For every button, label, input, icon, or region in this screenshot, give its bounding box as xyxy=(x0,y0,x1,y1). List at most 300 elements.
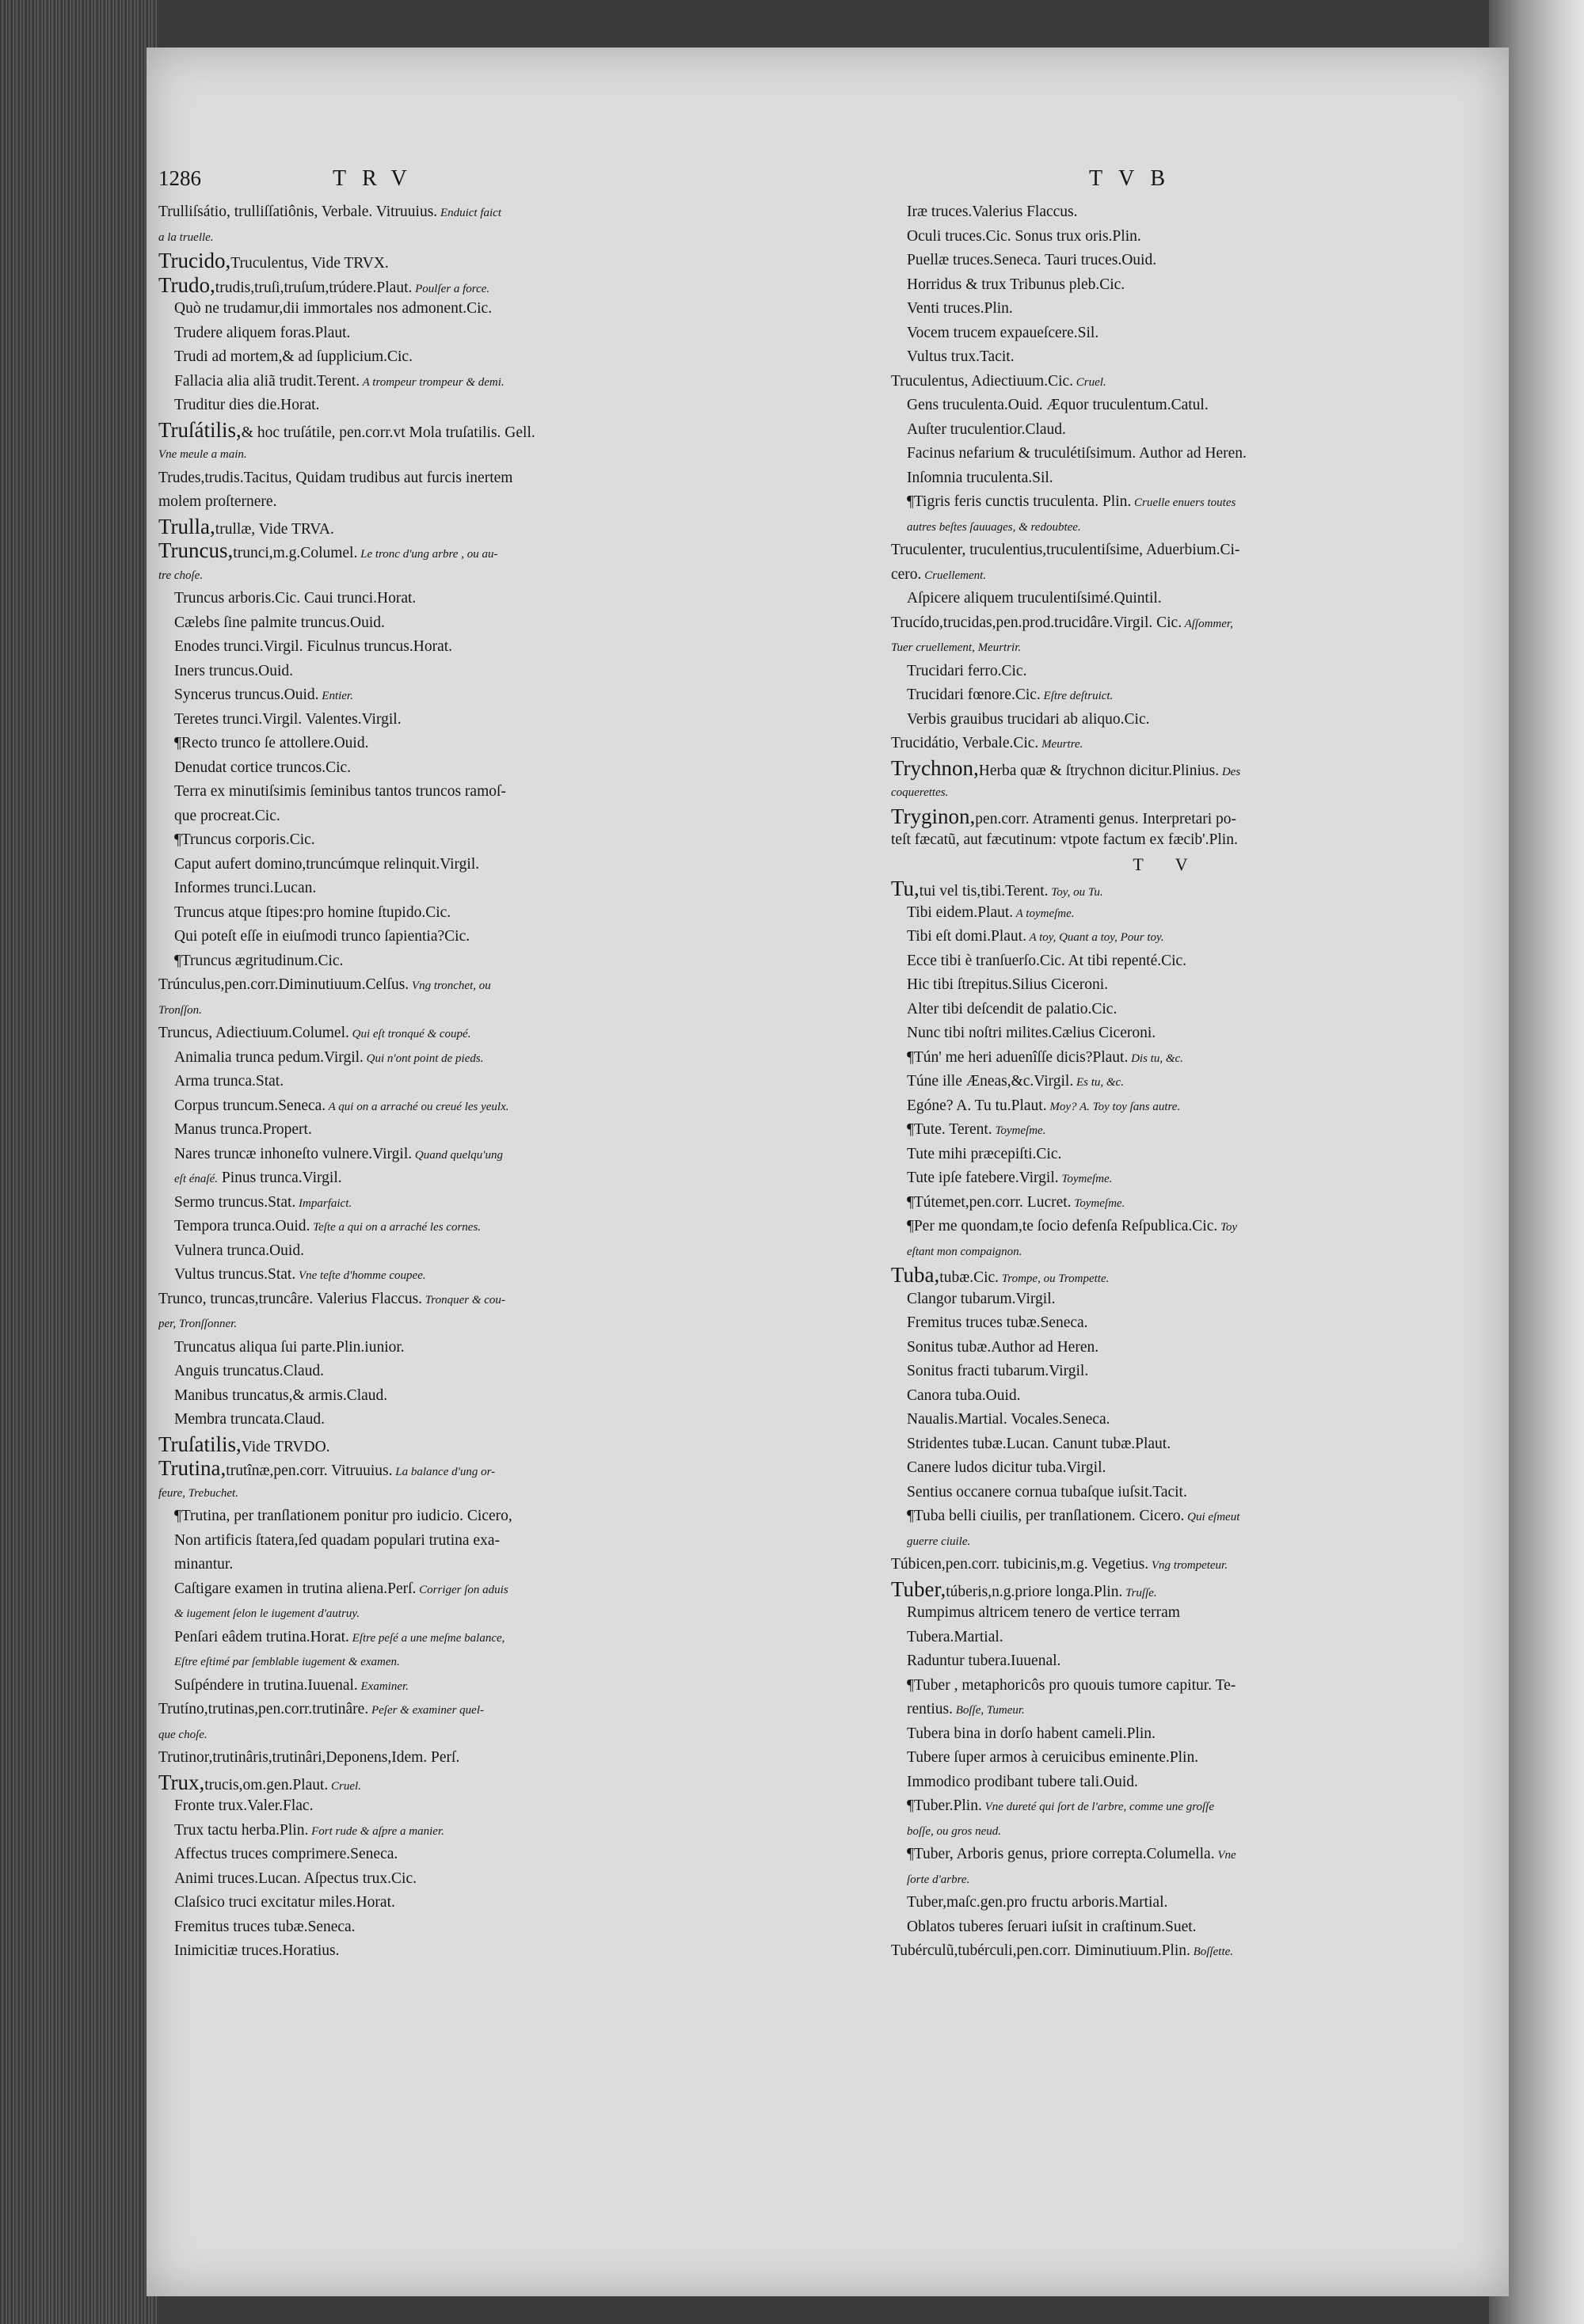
latin-text: Tubere ſuper armos à ceruicibus eminente.Plin. xyxy=(907,1749,1199,1766)
latin-text: Truncus, Adiectiuum.Columel. xyxy=(158,1025,349,1041)
dictionary-entry-line xyxy=(891,732,1461,756)
dictionary-entry-line xyxy=(158,1288,729,1312)
dictionary-entry-line xyxy=(891,1360,1461,1384)
french-gloss: Boſſe, Tumeur. xyxy=(952,1704,1025,1717)
dictionary-entry-line xyxy=(158,1529,729,1554)
dictionary-entry-line xyxy=(891,1456,1461,1481)
dictionary-entry-line xyxy=(891,538,1461,563)
dictionary-entry-line xyxy=(891,1698,1461,1722)
dictionary-entry-line xyxy=(158,297,729,321)
dictionary-entry-line xyxy=(158,1553,729,1577)
french-gloss: Vng trompeteur. xyxy=(1148,1559,1228,1572)
headword: Tuba, xyxy=(891,1263,940,1287)
dictionary-entry-line xyxy=(891,1553,1461,1577)
dictionary-entry-line xyxy=(891,1504,1461,1529)
latin-text: Truncus arboris.Cic. Caui trunci.Horat. xyxy=(174,590,417,607)
dictionary-entry-line xyxy=(158,877,729,901)
dictionary-entry-line xyxy=(158,1601,729,1626)
dictionary-entry-line xyxy=(891,225,1461,249)
latin-text: ¶Per me quondam,te ſocio defenſa Reſpublica.Cic. xyxy=(907,1218,1218,1234)
latin-text: Trutinor,trutinâris,trutinâri,Deponens,Idem. Perſ. xyxy=(158,1749,460,1766)
dictionary-entry-line xyxy=(158,1481,729,1505)
french-gloss: autres beſtes ſauuages, & redoubtee. xyxy=(907,520,1081,534)
latin-text: Trucído,trucidas,pen.prod.trucidâre.Virgil. Cic. xyxy=(891,614,1182,631)
dictionary-entry-line xyxy=(158,394,729,418)
french-gloss: Cruel. xyxy=(1073,375,1106,389)
latin-text: minantur. xyxy=(174,1556,234,1573)
latin-text: Vultus trux.Tacit. xyxy=(907,348,1015,365)
latin-text: Oblatos tuberes ſeruari iuſsit in craſtinum.Suet. xyxy=(907,1918,1197,1935)
latin-text: Nares truncæ inhoneſto vulnere.Virgil. xyxy=(174,1145,413,1162)
latin-text: Tuber,maſc.gen.pro fructu arboris.Martial. xyxy=(907,1894,1168,1911)
latin-text: ¶Tún' me heri aduenîſſe dicis?Plaut. xyxy=(907,1048,1129,1066)
dictionary-entry-line xyxy=(158,321,729,346)
dictionary-entry-line xyxy=(891,563,1461,588)
latin-text: Arma trunca.Stat. xyxy=(174,1073,284,1090)
french-gloss: Qui eſmeut xyxy=(1184,1511,1240,1523)
dictionary-entry-line xyxy=(158,370,729,394)
latin-text: trutînæ,pen.corr. Vitruuius. xyxy=(226,1462,393,1479)
french-gloss: Poulſer a force. xyxy=(412,282,490,295)
dictionary-entry-line xyxy=(891,925,1461,949)
latin-text: que procreat.Cic. xyxy=(174,807,280,824)
latin-text: Trucidátio, Verbale.Cic. xyxy=(891,735,1039,751)
latin-text: Inimicitiæ truces.Horatius. xyxy=(174,1942,340,1959)
dictionary-entry-line xyxy=(158,1384,729,1409)
latin-text: trunci,m.g.Columel. xyxy=(233,545,358,561)
latin-text: Horridus & trux Tribunus pleb.Cic. xyxy=(907,276,1125,293)
dictionary-entry-line xyxy=(158,345,729,370)
dictionary-entry-line xyxy=(891,1529,1461,1554)
page-number: 1286 xyxy=(158,166,201,190)
latin-text: Vide TRVDO. xyxy=(241,1438,330,1455)
latin-text: teſt fæcatũ, aut fæcutinum: vtpote factum ex fæcib'.Plin. xyxy=(891,831,1238,848)
latin-text: Aſpicere aliquem truculentiſsimé.Quintil. xyxy=(907,590,1162,607)
dictionary-entry-line xyxy=(891,1288,1461,1312)
dictionary-entry-line xyxy=(158,1143,729,1167)
latin-text: Trudere aliquem foras.Plaut. xyxy=(174,324,351,341)
french-gloss: Eſtre peſé a une meſme balance, xyxy=(348,1631,505,1645)
dictionary-entry-line xyxy=(891,804,1461,829)
dictionary-entry-line xyxy=(158,708,729,732)
french-gloss: Cruel. xyxy=(328,1779,361,1793)
latin-text: Animi truces.Lucan. Aſpectus trux.Cic. xyxy=(174,1869,417,1887)
dictionary-entry-line xyxy=(158,1819,729,1843)
headword: Truſátilis, xyxy=(158,417,242,442)
latin-text: Qui poteſt eſſe in eiuſmodi trunco ſapientia?Cic. xyxy=(174,928,470,945)
dictionary-entry-line xyxy=(158,1046,729,1071)
dictionary-entry-line xyxy=(891,708,1461,732)
latin-text: ¶Tútemet,pen.corr. Lucret. xyxy=(907,1193,1072,1211)
latin-text: Tempora trunca.Ouid. xyxy=(174,1218,310,1234)
latin-text: Tubérculũ,tubérculi,pen.corr. Diminutiuum.Plin. xyxy=(891,1942,1190,1959)
latin-text: Tubera.Martial. xyxy=(907,1628,1003,1645)
latin-text: Clangor tubarum.Virgil. xyxy=(907,1290,1056,1307)
french-gloss: que choſe. xyxy=(158,1728,208,1741)
french-gloss: Aſſommer, xyxy=(1182,617,1233,630)
latin-text: ¶Trutina, per tranſlationem ponitur pro iudicio. Cicero, xyxy=(174,1508,512,1524)
latin-text: Teretes trunci.Virgil. Valentes.Virgil. xyxy=(174,710,402,728)
french-gloss: Es tu, &c. xyxy=(1073,1076,1124,1089)
dictionary-entry-line xyxy=(158,611,729,636)
french-gloss: Moy? A. Toy toy ſans autre. xyxy=(1046,1100,1181,1113)
dictionary-entry-line xyxy=(158,635,729,660)
dictionary-entry-line xyxy=(891,1577,1461,1602)
headword: Tryginon, xyxy=(891,804,976,828)
dictionary-entry-line xyxy=(891,1118,1461,1143)
latin-text: Penſari eâdem trutina.Horat. xyxy=(174,1628,349,1645)
dictionary-entry-line xyxy=(158,1118,729,1143)
french-gloss: Enduict faict xyxy=(437,207,502,219)
latin-text: Hic tibi ſtrepitus.Silius Ciceroni. xyxy=(907,976,1109,993)
dictionary-entry-line xyxy=(158,1166,729,1191)
french-gloss: Cruelle enuers toutes xyxy=(1131,496,1236,509)
dictionary-entry-line xyxy=(891,1481,1461,1505)
dictionary-entry-line xyxy=(158,273,729,298)
dictionary-entry-line xyxy=(891,635,1461,660)
latin-text: Syncerus truncus.Ouid. xyxy=(174,687,319,703)
dictionary-entry-line xyxy=(891,1891,1461,1915)
latin-text: Truncatus aliqua ſui parte.Plin.iunior. xyxy=(174,1338,405,1356)
dictionary-entry-line xyxy=(158,1843,729,1867)
latin-text: Egóne? A. Tu tu.Plaut. xyxy=(907,1097,1047,1114)
latin-text: Truculentus, Adiectiuum.Cic. xyxy=(891,372,1074,390)
latin-text: Fallacia alia aliã trudit.Terent. xyxy=(174,372,360,390)
latin-text: trucis,om.gen.Plaut. xyxy=(204,1776,329,1793)
dictionary-entry-line xyxy=(891,998,1461,1022)
latin-text: Enodes trunci.Virgil. Ficulnus truncus.Horat. xyxy=(174,638,453,655)
latin-text: Fremitus truces tubæ.Seneca. xyxy=(907,1314,1088,1331)
dictionary-entry-line xyxy=(891,1794,1461,1819)
dictionary-entry-line xyxy=(158,949,729,974)
latin-text: pen.corr. Atramenti genus. Interpretari po- xyxy=(975,810,1237,827)
dictionary-entry-line xyxy=(158,249,729,273)
latin-text: Membra truncata.Claud. xyxy=(174,1411,326,1428)
dictionary-entry-line xyxy=(891,683,1461,708)
dictionary-entry-line xyxy=(891,1021,1461,1046)
latin-text: Tute mihi præcepiſti.Cic. xyxy=(907,1145,1062,1162)
dictionary-entry-line xyxy=(158,804,729,829)
latin-text: Ecce tibi è tranſuerſo.Cic. At tibi repenté.Cic. xyxy=(907,952,1187,969)
headword: Trux, xyxy=(158,1770,205,1794)
dictionary-entry-line xyxy=(891,394,1461,418)
french-gloss: Qui n'ont point de pieds. xyxy=(363,1052,484,1065)
headword: Truncus, xyxy=(158,538,234,562)
latin-text: Affectus truces comprimere.Seneca. xyxy=(174,1846,398,1862)
dictionary-entry-line xyxy=(158,780,729,804)
dictionary-entry-line xyxy=(158,901,729,926)
latin-text: Vultus truncus.Stat. xyxy=(174,1266,296,1283)
latin-text: Claſsico truci excitatur miles.Horat. xyxy=(174,1894,395,1911)
latin-text: Oculi truces.Cic. Sonus trux oris.Plin. xyxy=(907,227,1141,245)
dictionary-entry-line xyxy=(891,1843,1461,1867)
latin-text: Truculentus, Vide TRVX. xyxy=(230,255,389,272)
latin-text: Trudes,trudis.Tacitus, Quidam trudibus aut furcis inertem xyxy=(158,469,513,486)
dictionary-entry-line xyxy=(158,1698,729,1722)
dictionary-entry-line xyxy=(158,732,729,756)
french-gloss: Cruellement. xyxy=(921,569,987,582)
dictionary-entry-line xyxy=(158,1504,729,1529)
dictionary-entry-line xyxy=(891,1746,1461,1771)
latin-text: Non artificis ſtatera,ſed quadam populari trutina exa- xyxy=(174,1531,500,1549)
running-head-left: TRV xyxy=(333,166,423,191)
latin-text: Trudi ad mortem,& ad ſupplicium.Cic. xyxy=(174,348,413,365)
dictionary-entry-line xyxy=(158,1070,729,1094)
french-gloss: La balance d'ung or- xyxy=(392,1466,496,1478)
latin-text: ¶Tuber, Arboris genus, priore correpta.Columella. xyxy=(907,1846,1215,1862)
french-gloss: A toymeſme. xyxy=(1013,907,1075,920)
french-gloss: per, Tronſſonner. xyxy=(158,1318,238,1330)
french-gloss: Peſer & examiner quel- xyxy=(368,1704,484,1717)
french-gloss: Des xyxy=(1219,765,1241,778)
dictionary-entry-line xyxy=(891,973,1461,998)
dictionary-entry-line xyxy=(158,1094,729,1119)
french-gloss: A qui on a arraché ou creué les yeulx. xyxy=(326,1100,509,1113)
french-gloss: Toymeſme. xyxy=(1058,1173,1113,1185)
dictionary-entry-line xyxy=(158,442,729,466)
dictionary-entry-line xyxy=(891,1143,1461,1167)
french-gloss: Corriger ſon aduis xyxy=(416,1583,508,1596)
french-gloss: Qui eſt tronqué & coupé. xyxy=(348,1028,471,1040)
french-gloss: Fort rude & aſpre a manier. xyxy=(308,1824,444,1838)
latin-text: cero. xyxy=(891,565,922,583)
french-gloss: Teſte a qui on a arraché les cornes. xyxy=(310,1221,482,1234)
dictionary-entry-line xyxy=(891,1674,1461,1698)
french-gloss: eſtant mon compaignon. xyxy=(907,1245,1022,1258)
french-gloss: Entier. xyxy=(318,690,353,702)
dictionary-entry-line xyxy=(158,1649,729,1674)
latin-text: trudis,truſi,truſum,trúdere.Plaut. xyxy=(215,279,413,296)
dictionary-entry-line xyxy=(158,1939,729,1964)
dictionary-entry-line xyxy=(158,1021,729,1046)
latin-text: ¶Truncus corporis.Cic. xyxy=(174,831,315,848)
french-gloss: Trompe, ou Trompette. xyxy=(999,1272,1110,1285)
latin-text: Informes trunci.Lucan. xyxy=(174,880,317,896)
headword: Trutina, xyxy=(158,1456,227,1480)
dictionary-entry-line xyxy=(158,1794,729,1819)
latin-text: Fronte trux.Valer.Flac. xyxy=(174,1797,314,1814)
dictionary-entry-line xyxy=(891,1408,1461,1432)
latin-text: ¶Tute. Terent. xyxy=(907,1121,992,1138)
headword: Tuber, xyxy=(891,1577,946,1601)
dictionary-entry-line xyxy=(158,490,729,515)
latin-text: Truncus atque ſtipes:pro homine ſtupido.Cic. xyxy=(174,903,451,921)
dictionary-entry-line xyxy=(891,515,1461,539)
french-gloss: Le tronc d'ung arbre , ou au- xyxy=(357,548,498,561)
dictionary-entry-line xyxy=(891,273,1461,298)
latin-text-extra: Pinus trunca.Virgil. xyxy=(217,1170,342,1186)
dictionary-entry-line xyxy=(158,538,729,563)
latin-text: Cælebs ſine palmite truncus.Ouid. xyxy=(174,614,385,631)
left-column xyxy=(158,200,729,1964)
french-gloss: Eſtre eſtimé par ſemblable iugement & examen. xyxy=(174,1656,400,1668)
dictionary-entry-line: TV xyxy=(1133,854,1220,874)
dictionary-entry-line xyxy=(891,1070,1461,1094)
headword: Trudo, xyxy=(158,272,215,297)
french-gloss: & iugement ſelon le iugement d'autruy. xyxy=(174,1607,360,1620)
dictionary-entry-line xyxy=(891,1432,1461,1457)
latin-text: Túne ille Æneas,&c.Virgil. xyxy=(907,1073,1074,1090)
latin-text: ¶Tuber.Plin. xyxy=(907,1797,982,1814)
latin-text: Terra ex minutiſsimis ſeminibus tantos truncos ramoſ- xyxy=(174,783,506,800)
dictionary-entry-line xyxy=(891,345,1461,370)
dictionary-entry-line xyxy=(158,828,729,853)
dictionary-entry-line xyxy=(891,877,1461,901)
latin-text: Herba quæ & ſtrychnon dicitur.Plinius. xyxy=(978,762,1220,779)
right-column xyxy=(891,200,1461,1964)
latin-text: Quò ne trudamur,dii immortales nos admonent.Cic. xyxy=(174,300,493,317)
dictionary-entry-line xyxy=(158,1408,729,1432)
dictionary-entry-line xyxy=(158,998,729,1022)
french-gloss: Toy, ou Tu. xyxy=(1048,886,1103,899)
dictionary-entry-line xyxy=(891,321,1461,346)
latin-text: Facinus nefarium & truculétiſsimum. Author ad Heren. xyxy=(907,445,1247,462)
latin-text: Iræ truces.Valerius Flaccus. xyxy=(907,203,1078,220)
latin-text: ¶Recto trunco ſe attollere.Ouid. xyxy=(174,735,369,751)
french-gloss: Imparfaict. xyxy=(295,1196,352,1210)
dictionary-entry-line xyxy=(891,442,1461,466)
latin-text: Tubera bina in dorſo habent cameli.Plin. xyxy=(907,1725,1156,1742)
latin-text: Sermo truncus.Stat. xyxy=(174,1193,296,1211)
dictionary-entry-line xyxy=(891,1626,1461,1650)
french-gloss: Tronſſon. xyxy=(158,1003,202,1017)
french-gloss: coquerettes. xyxy=(891,786,949,799)
latin-text: ¶Tigris feris cunctis truculenta. Plin. xyxy=(907,493,1132,510)
french-gloss: Vne xyxy=(1214,1849,1236,1862)
french-gloss: Tronquer & cou- xyxy=(422,1293,505,1307)
latin-text: tubæ.Cic. xyxy=(939,1269,1000,1286)
french-gloss: ſorte d'arbre. xyxy=(907,1873,970,1886)
latin-text: Iners truncus.Ouid. xyxy=(174,662,294,679)
latin-text: rentius. xyxy=(907,1701,953,1717)
latin-text: Caſtigare examen in trutina aliena.Perſ. xyxy=(174,1580,417,1597)
latin-text: Suſpéndere in trutina.Iuuenal. xyxy=(174,1676,358,1694)
dictionary-entry-line xyxy=(891,466,1461,491)
latin-text: Gens truculenta.Ouid. Æquor truculentum.Catul. xyxy=(907,397,1209,413)
latin-text: Trunco, truncas,truncâre. Valerius Flaccus. xyxy=(158,1290,423,1307)
dictionary-entry-line xyxy=(158,1215,729,1239)
dictionary-entry-line xyxy=(891,828,1461,853)
headword: Truſatilis, xyxy=(158,1432,242,1456)
dictionary-entry-line xyxy=(158,1867,729,1892)
dictionary-entry-line xyxy=(891,297,1461,321)
latin-text: Trucidari ferro.Cic. xyxy=(907,662,1027,679)
french-gloss: a la truelle. xyxy=(158,230,214,244)
dictionary-entry-line xyxy=(891,611,1461,636)
latin-text: Immodico prodibant tubere tali.Ouid. xyxy=(907,1773,1138,1790)
latin-text: Animalia trunca pedum.Virgil. xyxy=(174,1048,364,1066)
dictionary-entry-line xyxy=(891,249,1461,273)
latin-text: Nunc tibi noſtri milites.Cælius Ciceroni. xyxy=(907,1025,1156,1041)
dictionary-entry-line xyxy=(158,1891,729,1915)
latin-text: Trutíno,trutinas,pen.corr.trutinâre. xyxy=(158,1701,369,1717)
latin-text: Corpus truncum.Seneca. xyxy=(174,1097,326,1114)
latin-text: Canere ludos dicitur tuba.Virgil. xyxy=(907,1459,1106,1476)
latin-text: Túbicen,pen.corr. tubicinis,m.g. Vegetius. xyxy=(891,1556,1149,1573)
latin-text: Trux tactu herba.Plin. xyxy=(174,1821,309,1839)
latin-text: Puellæ truces.Seneca. Tauri truces.Ouid. xyxy=(907,252,1157,268)
french-gloss: Toy xyxy=(1217,1221,1238,1234)
dictionary-entry-line xyxy=(891,756,1461,781)
latin-text: Tibi eſt domi.Plaut. xyxy=(907,928,1026,945)
dictionary-entry-line xyxy=(891,1649,1461,1674)
latin-text: Anguis truncatus.Claud. xyxy=(174,1363,325,1379)
latin-text: Sentius occanere cornua tubaſque iuſsit.Tacit. xyxy=(907,1483,1187,1501)
dictionary-entry-line xyxy=(891,1601,1461,1626)
dictionary-entry-line xyxy=(891,1336,1461,1360)
dictionary-entry-line xyxy=(891,1915,1461,1940)
french-gloss: Tuer cruellement, Meurtrir. xyxy=(891,641,1022,654)
dictionary-entry-line xyxy=(158,1456,729,1481)
latin-text: Vocem trucem expaueſcere.Sil. xyxy=(907,324,1099,341)
french-gloss: Vne dureté qui ſort de l'arbre, comme une groſſe xyxy=(981,1801,1214,1813)
dictionary-entry-line xyxy=(158,1674,729,1698)
dictionary-entry-line xyxy=(158,1771,729,1795)
dictionary-entry-line xyxy=(158,466,729,491)
latin-text: Tute ipſe fatebere.Virgil. xyxy=(907,1170,1059,1186)
latin-text: & hoc truſátile, pen.corr.vt Mola truſatilis. Gell. xyxy=(241,424,535,441)
latin-text: Trulliſsátio, trulliſſatiônis, Verbale. Vitruuius. xyxy=(158,203,438,220)
latin-text: Rumpimus altricem tenero de vertice terram xyxy=(907,1604,1180,1621)
dictionary-entry-line xyxy=(158,1432,729,1457)
headword: Trychnon, xyxy=(891,755,979,780)
dictionary-entry-line xyxy=(158,683,729,708)
french-gloss: Dis tu, &c. xyxy=(1128,1052,1183,1065)
french-gloss: Meurtre. xyxy=(1038,738,1083,751)
latin-text: Manus trunca.Propert. xyxy=(174,1121,312,1138)
dictionary-entry-line xyxy=(891,660,1461,684)
dictionary-entry-line xyxy=(891,490,1461,515)
latin-text: Vulnera trunca.Ouid. xyxy=(174,1242,304,1259)
dictionary-entry-line xyxy=(158,1626,729,1650)
dictionary-entry-line xyxy=(891,370,1461,394)
latin-text: tui vel tis,tibi.Terent. xyxy=(919,883,1049,900)
french-gloss: Quand quelqu'ung xyxy=(412,1148,503,1162)
french-gloss: guerre ciuile. xyxy=(907,1535,971,1548)
dictionary-entry-line xyxy=(891,1771,1461,1795)
latin-text: Trucidari fœnore.Cic. xyxy=(907,687,1041,703)
latin-text: Venti truces.Plin. xyxy=(907,300,1013,317)
dictionary-entry-line xyxy=(158,1239,729,1264)
latin-text: Fremitus truces tubæ.Seneca. xyxy=(174,1918,356,1935)
dictionary-entry-line xyxy=(158,587,729,611)
latin-text: molem proſternere. xyxy=(158,493,277,510)
latin-text: Denudat cortice truncos.Cic. xyxy=(174,759,352,776)
french-gloss: feure, Trebuchet. xyxy=(158,1486,238,1500)
dictionary-entry-line xyxy=(891,1094,1461,1119)
french-gloss: Toymeſme. xyxy=(1071,1196,1125,1210)
dictionary-entry-line xyxy=(891,780,1461,804)
latin-text: túberis,n.g.priore longa.Plin. xyxy=(946,1583,1123,1600)
dictionary-entry-line xyxy=(891,1311,1461,1336)
dictionary-entry-line xyxy=(158,1336,729,1360)
latin-text: Truculenter, truculentius,truculentiſsime, Aduerbium.Ci- xyxy=(891,542,1240,558)
dictionary-entry-line xyxy=(891,1215,1461,1239)
dictionary-entry-line xyxy=(891,418,1461,443)
dictionary-entry-line xyxy=(891,949,1461,974)
french-gloss: Vne meule a main. xyxy=(158,448,247,461)
headword: Trucido, xyxy=(158,249,231,272)
french-gloss: Eſtre deſtruict. xyxy=(1040,690,1114,702)
headword: Tu, xyxy=(891,877,920,900)
french-gloss: Vne teſte d'homme coupee. xyxy=(295,1269,426,1282)
latin-text: Trúnculus,pen.corr.Diminutiuum.Celſus. xyxy=(158,976,409,993)
dictionary-entry-line xyxy=(158,1722,729,1747)
dictionary-entry-line xyxy=(158,853,729,877)
dictionary-entry-line xyxy=(158,756,729,781)
dictionary-entry-line xyxy=(158,1311,729,1336)
french-gloss: Examiner. xyxy=(357,1679,409,1693)
